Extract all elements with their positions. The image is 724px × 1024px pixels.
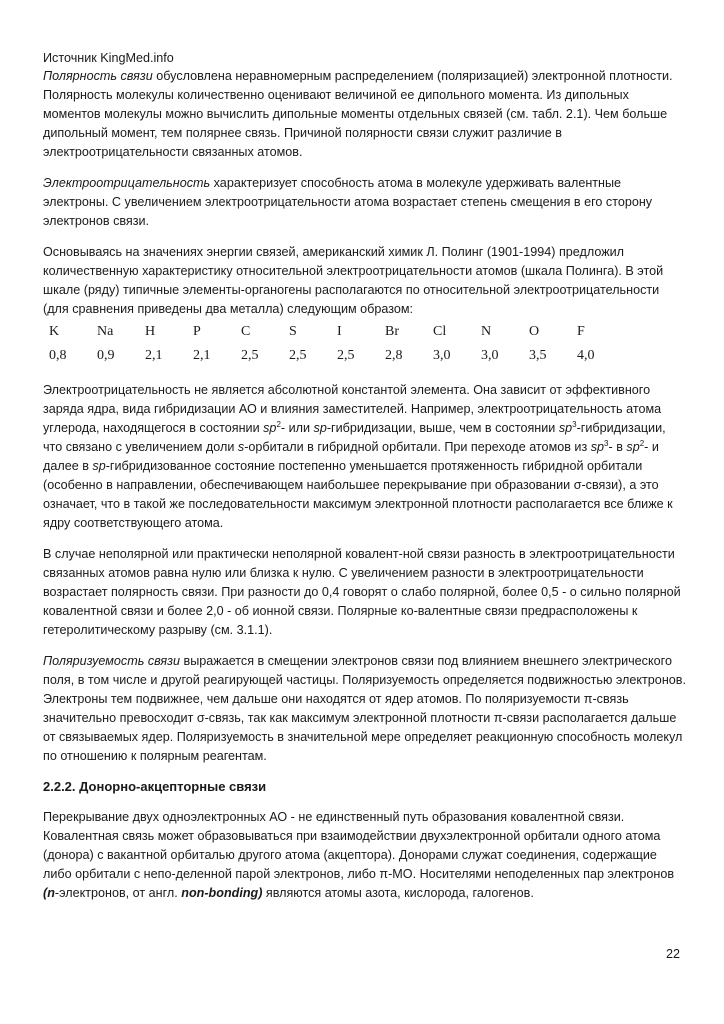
element-symbol: K (49, 324, 60, 339)
text-run: s (237, 440, 245, 454)
text-run: sp (626, 440, 640, 454)
source-note: Источник KingMed.info (43, 51, 174, 65)
electronegativity-value: 0,9 (97, 348, 115, 363)
paragraph-electronegativity-variability (43, 381, 688, 533)
electronegativity-value: 2,5 (337, 348, 355, 363)
element-symbol: I (337, 324, 342, 339)
text-run: sp (92, 459, 106, 473)
paragraph-donor-acceptor (43, 808, 688, 903)
electronegativity-values-row (43, 347, 619, 371)
text-run: являются атомы азота, кислорода, галогенов. (262, 886, 534, 900)
element-symbol: S (289, 324, 297, 339)
term-polarizability: Поляризуемость связи (43, 654, 181, 668)
text-run: sp (590, 440, 605, 454)
text-run: - и далее в (43, 440, 659, 473)
section-heading: 2.2.2. Донорно-акцепторные связи (43, 779, 267, 794)
text-run: Перекрывание двух одноэлектронных АО - не единственный путь образования ковалентной связи. Ковалентная связь может образовываться при взаимодействии двухэлектронной орбитали одного атома (донора) с вакантной орбиталью другого атома (акцептора). Донорами служат соединения, содержащие либо орбитали с непо-деленной парой электронов, либо π-МО. Носителями неподеленных пар электронов (43, 810, 675, 881)
text-run: -гибридизации, что связано с увеличением доли (43, 421, 666, 454)
electronegativity-value: 4,0 (577, 348, 595, 363)
paragraph-text: характеризует способность атома в молекуле удерживать валентные электроны. С увеличением электроотрицательности атома возрастает степень смещения в его сторону электронов связи. (43, 176, 653, 228)
element-symbol: Na (97, 324, 114, 339)
text-run: -орбитали в гибридной орбитали. При переходе атомов из (244, 440, 591, 454)
text-run: - в (608, 440, 627, 454)
element-symbol: C (241, 324, 251, 339)
paragraph-text: выражается в смещении электронов связи под влиянием внешнего электрического поля, в том числе и другой реагирующей частицы. Поляризуемость определяется подвижностью электронов. Электроны тем подвижнее, чем дальше они находятся от ядер атомов. По поляризуемости π-связь значительно превосходит σ-связь, так как максимум электронной плотности π-связи располагается дальше от связываемых ядер. Поляризуемость в значительной мере определяет реакционную способность молекул по отношению к полярным реагентам. (43, 654, 686, 763)
electronegativity-value: 3,0 (433, 348, 451, 363)
electronegativity-value: 0,8 (49, 348, 67, 363)
term-electronegativity: Электроотрицательность (43, 176, 211, 190)
text-run: - или (280, 421, 314, 435)
paragraph-bond-polarity (43, 67, 688, 162)
element-symbol: Cl (433, 324, 447, 339)
electronegativity-table (43, 323, 619, 371)
emphasis-text: non-bonding) (181, 886, 263, 900)
electronegativity-value: 2,1 (145, 348, 163, 363)
paragraph-text: обусловлена неравномерным распределением (поляризацией) электронной плотности. Полярность молекулы количественно оценивают величиной ее дипольного момента. Из дипольных моментов молекулы можно вычислить дипольные моменты отдельных связей (см. табл. 2.1). Чем больше дипольный момент, тем полярнее связь. Причиной полярности связи служит различие в электроотрицательности связанных атомов. (43, 69, 673, 159)
paragraph-electronegativity (43, 174, 688, 231)
superscript: 3 (604, 438, 609, 448)
page-number: 22 (665, 947, 680, 961)
text-run: sp (313, 421, 327, 435)
element-symbol: N (481, 324, 492, 339)
text-run: sp (558, 421, 573, 435)
electronegativity-value: 2,5 (289, 348, 307, 363)
paragraph-polarizability (43, 652, 688, 766)
paragraph-pauling-scale: Основываясь на значениях энергии связей, американский химик Л. Полинг (1901-1994) предложил количественную характеристику относительной электроотрицательности атомов (шкала Полинга). В этой шкале (ряду) типичные элементы-органогены располагаются по относительной электроотрицательности (для сравнения приведены два металла) следующим образом: (43, 245, 664, 316)
electronegativity-value: 2,8 (385, 348, 403, 363)
element-symbol: P (193, 324, 201, 339)
element-symbol: Br (385, 324, 399, 339)
text-run: sp (263, 421, 277, 435)
text-run: Электроотрицательность не является абсолютной константой элемента. Она зависит от эффективного заряда ядра, вида гибридизации АО и влияния заместителей. Например, электроотрицательность атома углерода, находящегося в состоянии (43, 383, 662, 435)
electronegativity-value: 2,1 (193, 348, 211, 363)
electronegativity-value: 2,5 (241, 348, 259, 363)
paragraph-nonpolar-bonds: В случае неполярной или практически неполярной ковалент-ной связи разность в электроотрицательности связанных атомов равна нулю или близка к нулю. С увеличением разности в электроотрицательности возрастает полярность связи. При разности до 0,4 говорят о слабо полярной, более 0,5 - о сильно полярной ковалентной связи и более 2,0 - об ионной связи. Полярные ко-валентные связи предрасположены к гетеролитическому разрыву (см. 3.1.1). (43, 547, 681, 637)
element-symbols-row (43, 323, 619, 347)
term-bond-polarity: Полярность связи (43, 69, 153, 83)
emphasis-text: (n (43, 886, 55, 900)
element-symbol: H (145, 324, 156, 339)
electronegativity-value: 3,0 (481, 348, 499, 363)
electronegativity-value: 3,5 (529, 348, 547, 363)
element-symbol: O (529, 324, 540, 339)
text-run: -электронов, от англ. (54, 886, 182, 900)
page-content (43, 50, 688, 915)
text-run: -гибридизации, выше, чем в состоянии (326, 421, 559, 435)
superscript: 3 (572, 419, 577, 429)
text-run: -гибридизованное состояние постепенно уменьшается протяженность гибридной орбитали (особенно в направлении, обеспечивающем наибольшее перекрывание при образовании σ-связи), а это означает, что в такой же последовательности максимум электронной плотности располагается все ближе к ядру соответствующего атома. (43, 459, 673, 530)
superscript: 2 (639, 438, 645, 448)
superscript: 2 (276, 419, 281, 429)
element-symbol: F (577, 324, 585, 339)
